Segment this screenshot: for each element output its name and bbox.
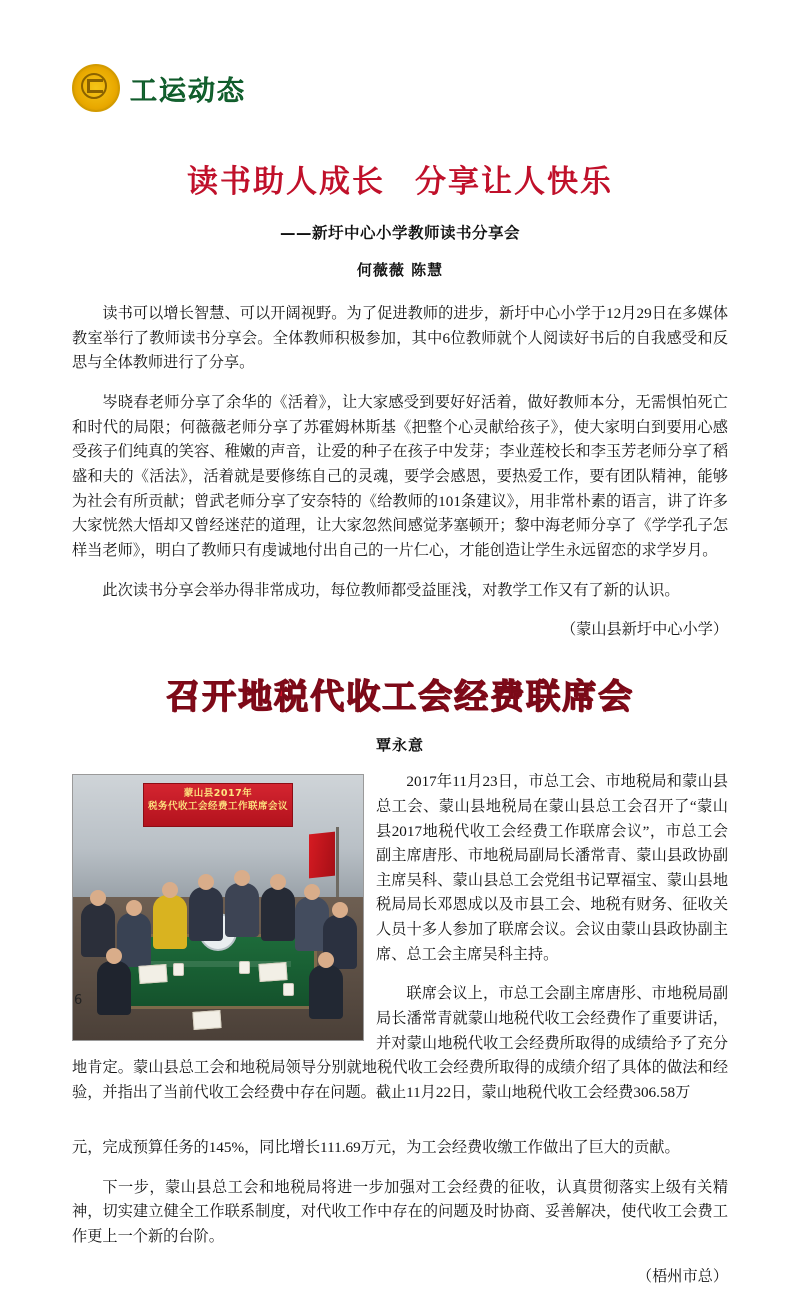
article2-paragraph-tail: 元，完成预算任务的145%，同比增长111.69万元，为工会经费收缴工作做出了巨大的贡献。 [72, 1138, 680, 1156]
page-number: 6 [74, 993, 83, 1008]
photo-banner-line2: 税务代收工会经费工作联席会议 [147, 801, 288, 813]
union-emblem-icon [72, 64, 120, 112]
article2-paragraph: 2017年11月23日，市总工会、市地税局和蒙山县总工会、蒙山县地税局在蒙山县总工会召开了“蒙山县2017地税代收工会经费工作联席会议”，市总工会副主席唐彤、市地税局副局长潘常青、蒙山县政协副主席吴科、蒙山县总工会党组书记覃福宝、蒙山县地税局局长邓恩成以及市县工会、地税有财务、征收关人员十多人参加了联席会议。会议由蒙山县政协副主席、总工会主席吴科主持。 [376, 773, 728, 963]
meeting-photo [72, 774, 364, 1041]
masthead-title: 工运动态 [130, 75, 246, 107]
article1-paragraph: 读书可以增长智慧、可以开阔视野。为了促进教师的进步，新圩中心小学于12月29日在多媒体教室举行了教师读书分享会。全体教师积极参加，其中6位教师就个人阅读好书后的自我感受和反思与全体教师进行了分享。 [72, 305, 728, 372]
article2-title: 召开地税代收工会经费联席会 [166, 677, 634, 718]
article2-byline: 覃永意 [375, 736, 424, 755]
article1-title-part2: 分享让人快乐 [415, 164, 613, 200]
article1-title [72, 156, 728, 201]
article1-paragraph: 岑晓春老师分享了余华的《活着》，让大家感受到要好好活着，做好教师本分，无需惧怕死亡和时代的局限；何薇薇老师分享了苏霍姆林斯基《把整个心灵献给孩子》，使大家明白到要用心感受孩子们纯真的笑容、稚嫩的声音，让爱的种子在孩子中发芽；李业莲校长和李玉芳老师分享了稻盛和夫的《活法》，活着就是要修练自己的灵魂，要学会感恩，要热爱工作，要有团队精神，能够为社会有所贡献；曾武老师分享了安奈特的《给教师的101条建议》，用非常朴素的语言，讲了许多大家恍然大悟却又曾经迷茫的道理，让大家忽然间感觉茅塞顿开；黎中海老师分享了《学学孔子怎样当老师》，明白了教师只有虔诚地付出自己的一片仁心，才能创造让学生永远留恋的求学岁月。 [72, 394, 728, 559]
article2-paragraph: 联席会议上，市总工会副主席唐彤、市地税局副局长潘常青就蒙山地税代收工会经费作了重要讲话，并对蒙山地税代收工会经费所取得的成绩给予了充分地肯定。蒙山县总工会和地税局领导分别就地税代收工会经费所取得的成绩介绍了具体的做法和经验，并指出了当前代收工会经费中存在问题。截止11月22日，蒙山地税代收工会经费306.58万 [72, 985, 728, 1101]
article1-byline: 何薇薇 陈慧 [356, 261, 444, 279]
article1-paragraph: 此次读书分享会举办得非常成功，每位教师都受益匪浅，对教学工作又有了新的认识。 [102, 581, 680, 599]
article2-paragraph: 下一步，蒙山县总工会和地税局将进一步加强对工会经费的征收，认真贯彻落实上级有关精神，切实建立健全工作联系制度，对代收工作中存在的问题及时协商、妥善解决，使代收工会费工作更上一个新的台阶。 [72, 1178, 728, 1245]
article1-signature: （蒙山县新圩中心小学） [560, 621, 728, 639]
article2-signature: （梧州市总） [636, 1267, 728, 1285]
masthead [72, 0, 728, 114]
article1-title-part1: 读书助人成长 [187, 164, 385, 200]
photo-banner-line1: 蒙山县2017年 [183, 788, 253, 800]
article1-subtitle: ——新圩中心小学教师读书分享会 [279, 224, 520, 242]
photo-banner [143, 783, 293, 827]
article2-body [72, 770, 728, 1289]
